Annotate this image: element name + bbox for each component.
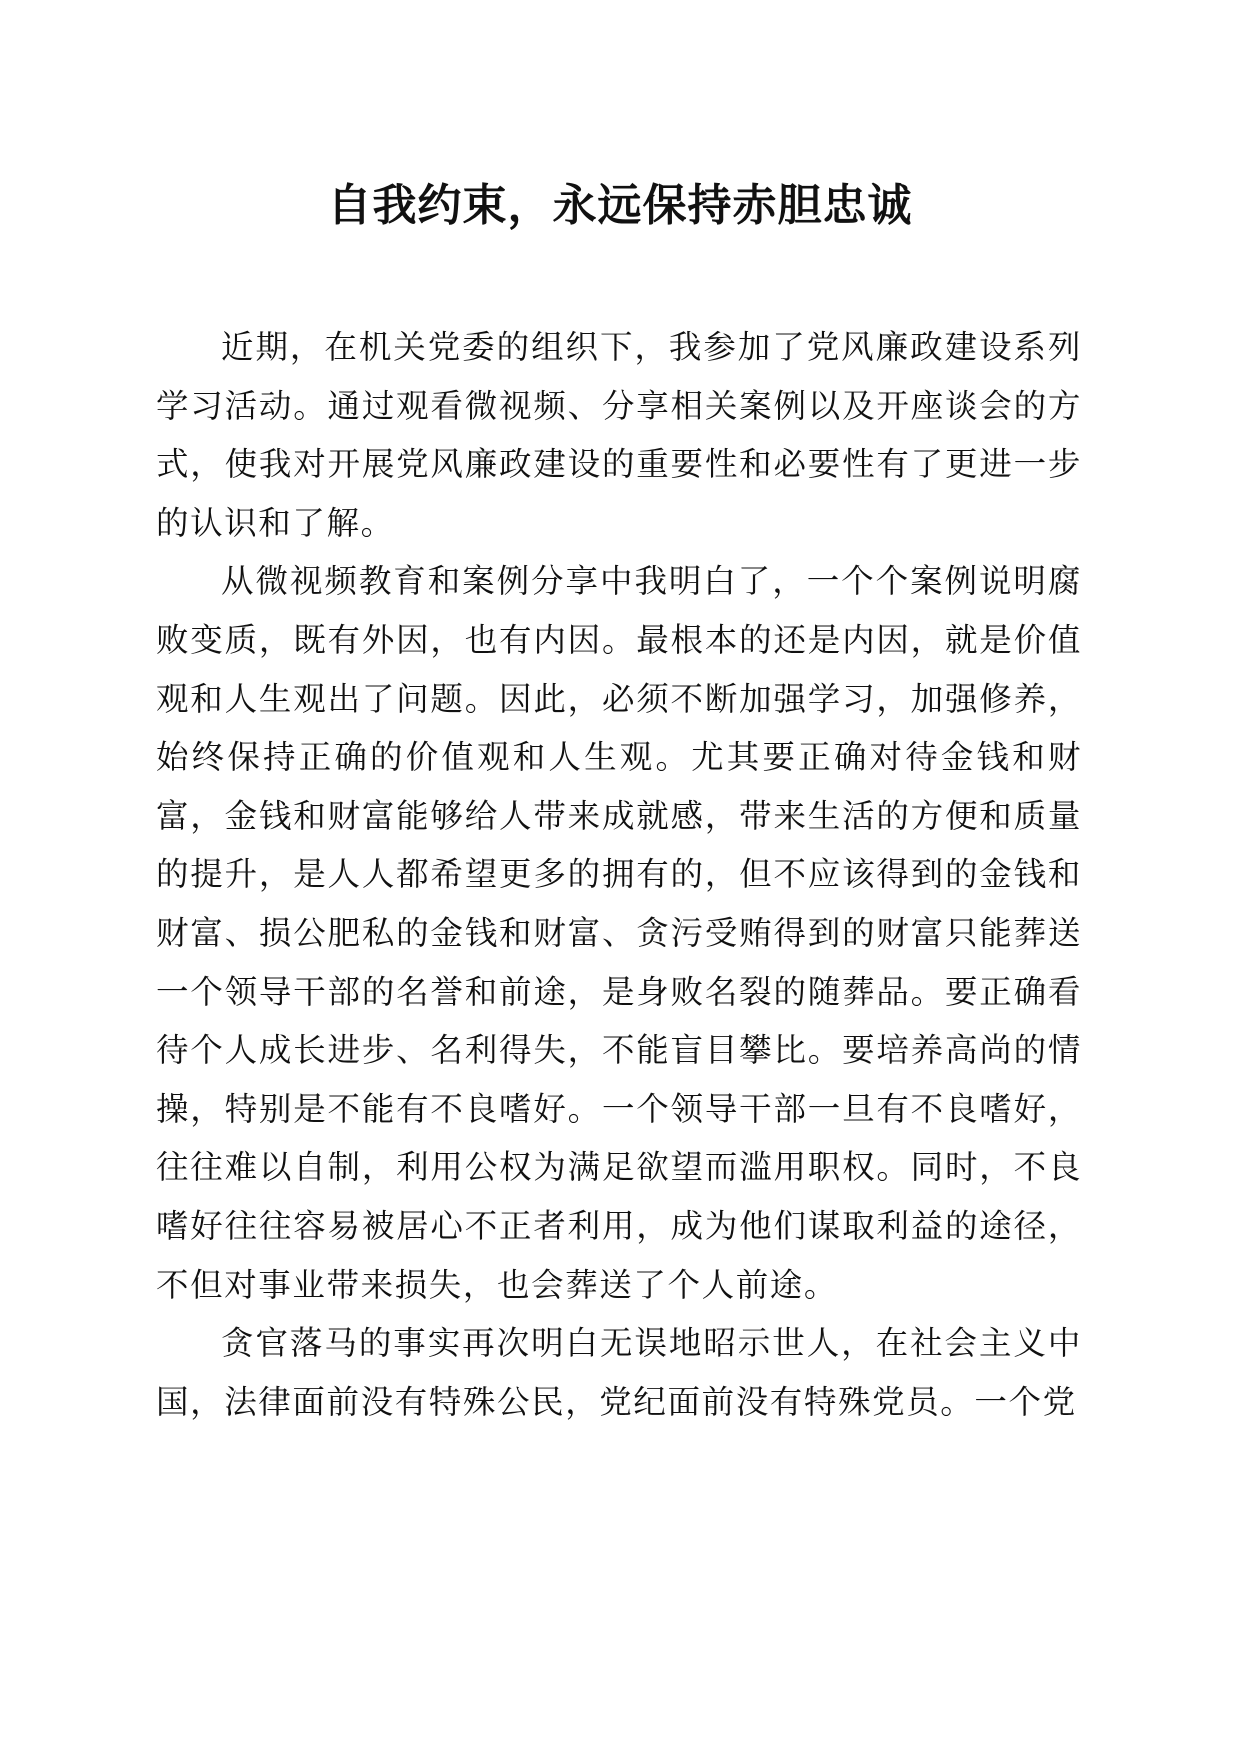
document-body	[156, 318, 1082, 1431]
paragraph-3: 贪官落马的事实再次明白无误地昭示世人，在社会主义中国，法律面前没有特殊公民，党纪面前没有特殊党员。一个党	[156, 1324, 1082, 1421]
paragraph-1: 近期，在机关党委的组织下，我参加了党风廉政建设系列学习活动。通过观看微视频、分享相关案例以及开座谈会的方式，使我对开展党风廉政建设的重要性和必要性有了更进一步的认识和了解。	[156, 328, 1082, 542]
paragraph-2: 从微视频教育和案例分享中我明白了，一个个案例说明腐败变质，既有外因，也有内因。最根本的还是内因，就是价值观和人生观出了问题。因此，必须不断加强学习，加强修养，始终保持正确的价值观和人生观。尤其要正确对待金钱和财富，金钱和财富能够给人带来成就感，带来生活的方便和质量的提升，是人人都希望更多的拥有的，但不应该得到的金钱和财富、损公肥私的金钱和财富、贪污受贿得到的财富只能葬送一个领导干部的名誉和前途，是身败名裂的随葬品。要正确看待个人成长进步、名利得失，不能盲目攀比。要培养高尚的情操，特别是不能有不良嗜好。一个领导干部一旦有不良嗜好，往往难以自制，利用公权为满足欲望而滥用职权。同时，不良嗜好往往容易被居心不正者利用，成为他们谋取利益的途径，不但对事业带来损失，也会葬送了个人前途。	[156, 562, 1082, 1304]
document-title: 自我约束，永远保持赤胆忠诚	[327, 180, 913, 231]
